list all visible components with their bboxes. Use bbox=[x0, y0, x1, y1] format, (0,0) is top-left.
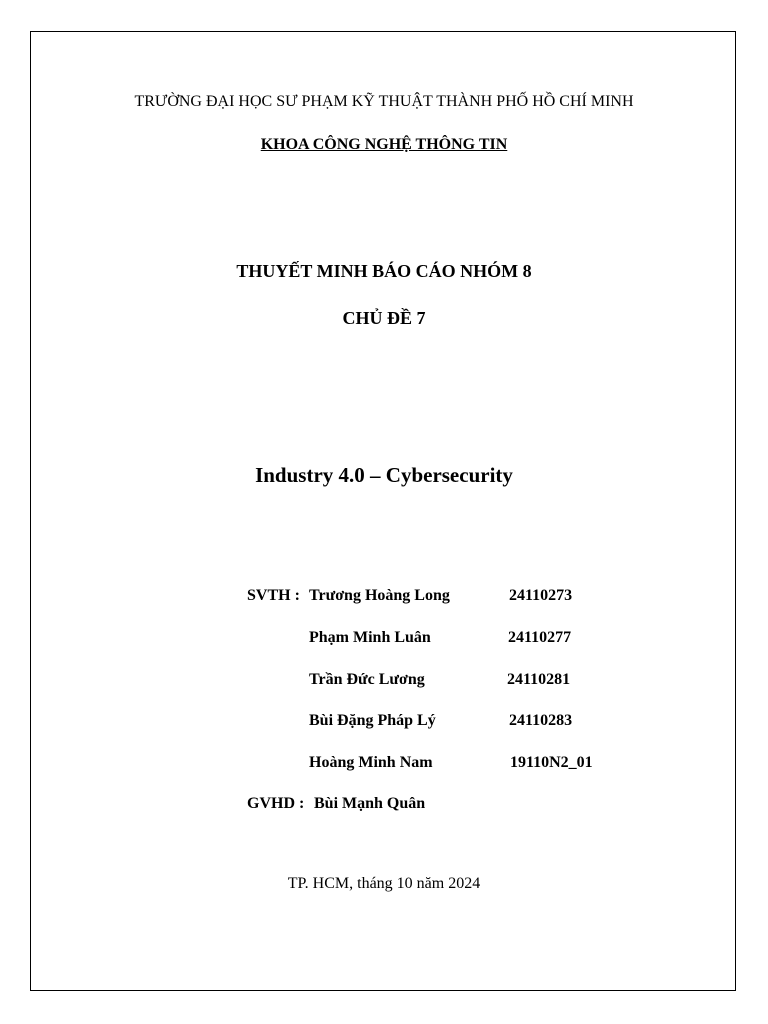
advisor-label: GVHD : bbox=[247, 795, 305, 812]
advisor-name: Bùi Mạnh Quân bbox=[314, 795, 426, 812]
student-name: Phạm Minh Luân bbox=[309, 629, 431, 646]
student-name: Bùi Đặng Pháp Lý bbox=[309, 712, 436, 729]
student-row bbox=[0, 752, 768, 774]
student-name: Hoàng Minh Nam bbox=[309, 754, 433, 771]
student-name: Trương Hoàng Long bbox=[309, 587, 450, 604]
report-title: THUYẾT MINH BÁO CÁO NHÓM 8 bbox=[236, 261, 532, 281]
faculty-name-text: KHOA CÔNG NGHỆ THÔNG TIN bbox=[260, 136, 508, 153]
student-id: 24110283 bbox=[509, 712, 573, 729]
page-border bbox=[30, 31, 736, 991]
student-name: Trần Đức Lương bbox=[309, 671, 425, 688]
advisor-row bbox=[0, 793, 768, 815]
student-row bbox=[0, 710, 768, 732]
student-id: 24110277 bbox=[508, 629, 572, 646]
student-row bbox=[0, 669, 768, 691]
student-id: 24110281 bbox=[507, 671, 571, 688]
university-name: TRƯỜNG ĐẠI HỌC SƯ PHẠM KỸ THUẬT THÀNH PHỐ HỒ CHÍ MINH bbox=[134, 93, 634, 110]
faculty-name bbox=[0, 134, 768, 156]
student-id: 19110N2_01 bbox=[510, 754, 593, 771]
student-id: 24110273 bbox=[509, 587, 573, 604]
place-and-date: TP. HCM, tháng 10 năm 2024 bbox=[287, 875, 481, 892]
report-topic: CHỦ ĐỀ 7 bbox=[342, 308, 426, 328]
students-label: SVTH : bbox=[247, 587, 300, 604]
project-title: Industry 4.0 – Cybersecurity bbox=[255, 463, 513, 487]
student-row bbox=[0, 585, 768, 607]
student-row bbox=[0, 627, 768, 649]
